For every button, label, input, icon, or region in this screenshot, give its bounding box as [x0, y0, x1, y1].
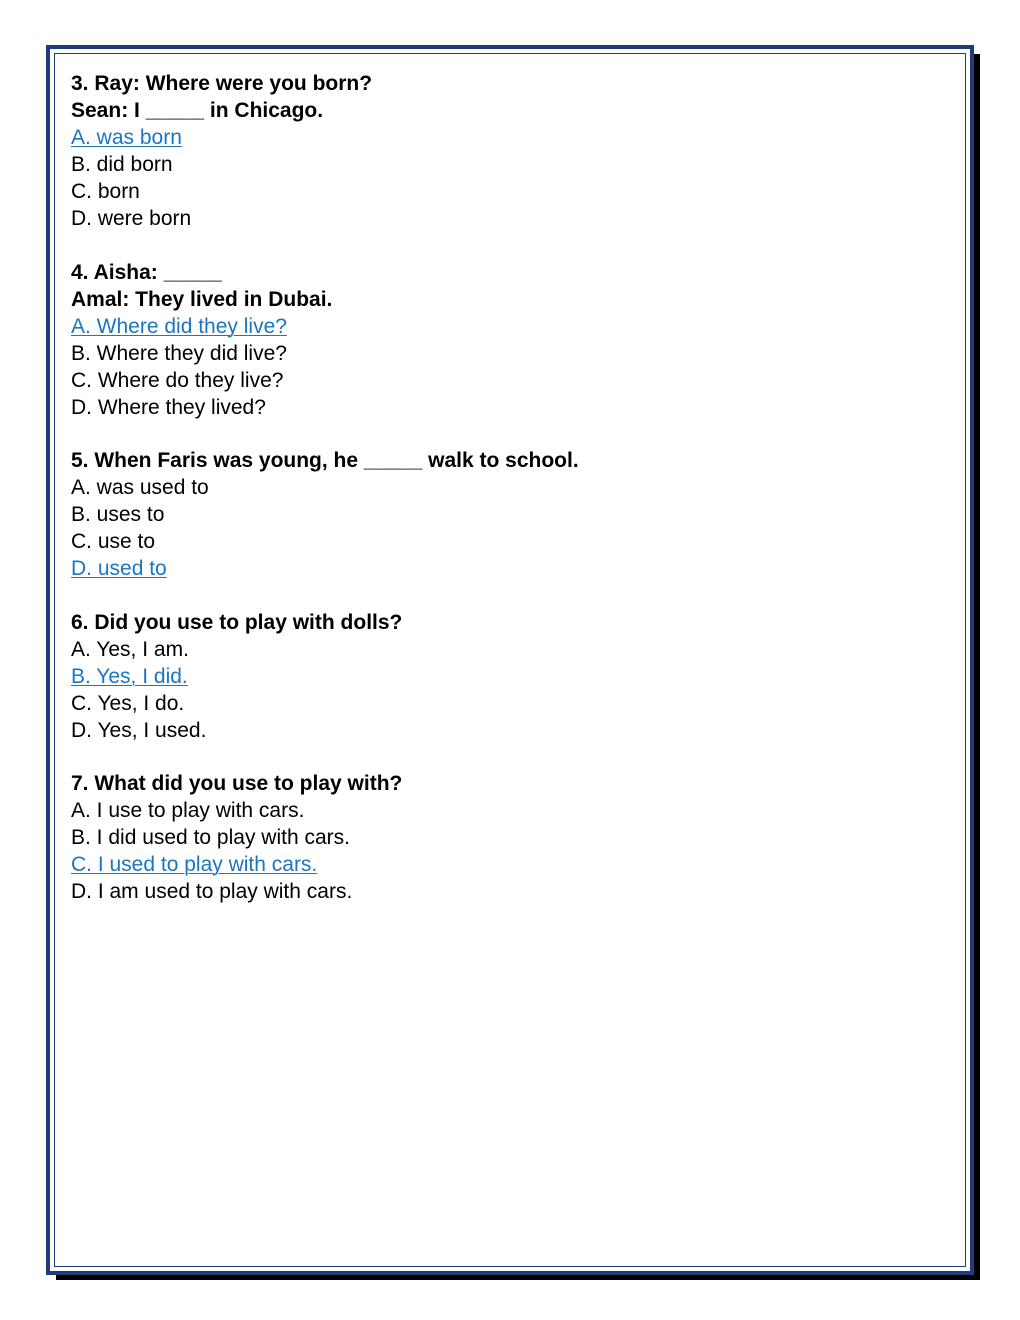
answer-option[interactable]: D. were born [71, 207, 192, 230]
question-text: 3. Ray: Where were you born? [71, 72, 373, 95]
answer-option[interactable]: C. Yes, I do. [71, 691, 185, 715]
answer-option[interactable]: C. Where do they live? [71, 368, 284, 392]
answer-option-correct[interactable]: D. used to [71, 557, 167, 580]
answer-option[interactable]: B. I did used to play with cars. [71, 826, 350, 849]
question-6 [71, 609, 941, 744]
answer-option[interactable]: D. Where they lived? [71, 395, 266, 419]
question-4 [71, 259, 941, 421]
quiz-content [71, 70, 941, 932]
answer-option[interactable]: A. was used to [71, 476, 209, 499]
question-text: 7. What did you use to play with? [71, 772, 403, 795]
question-text: 5. When Faris was young, he _____ walk to school. [71, 449, 579, 472]
answer-option[interactable]: B. uses to [71, 503, 165, 526]
page-frame [46, 45, 974, 1275]
answer-option[interactable]: C. born [71, 180, 140, 203]
question-text: 6. Did you use to play with dolls? [71, 610, 403, 634]
answer-option-correct[interactable]: C. I used to play with cars. [71, 853, 318, 876]
question-text: Sean: I _____ in Chicago. [71, 99, 324, 122]
answer-option[interactable]: A. Yes, I am. [71, 637, 189, 661]
answer-option[interactable]: B. did born [71, 153, 173, 176]
question-text: Amal: They lived in Dubai. [71, 287, 333, 311]
answer-option-correct[interactable]: B. Yes, I did. [71, 664, 188, 688]
answer-option[interactable]: C. use to [71, 530, 156, 553]
answer-option-correct[interactable]: A. was born [71, 126, 182, 149]
answer-option[interactable]: D. I am used to play with cars. [71, 880, 353, 903]
answer-option[interactable]: B. Where they did live? [71, 341, 287, 365]
question-3 [71, 70, 941, 232]
question-text: 4. Aisha: _____ [71, 260, 222, 284]
answer-option[interactable]: D. Yes, I used. [71, 718, 207, 742]
question-5 [71, 447, 941, 582]
answer-option-correct[interactable]: A. Where did they live? [71, 314, 287, 338]
question-7 [71, 770, 941, 905]
answer-option[interactable]: A. I use to play with cars. [71, 799, 305, 822]
